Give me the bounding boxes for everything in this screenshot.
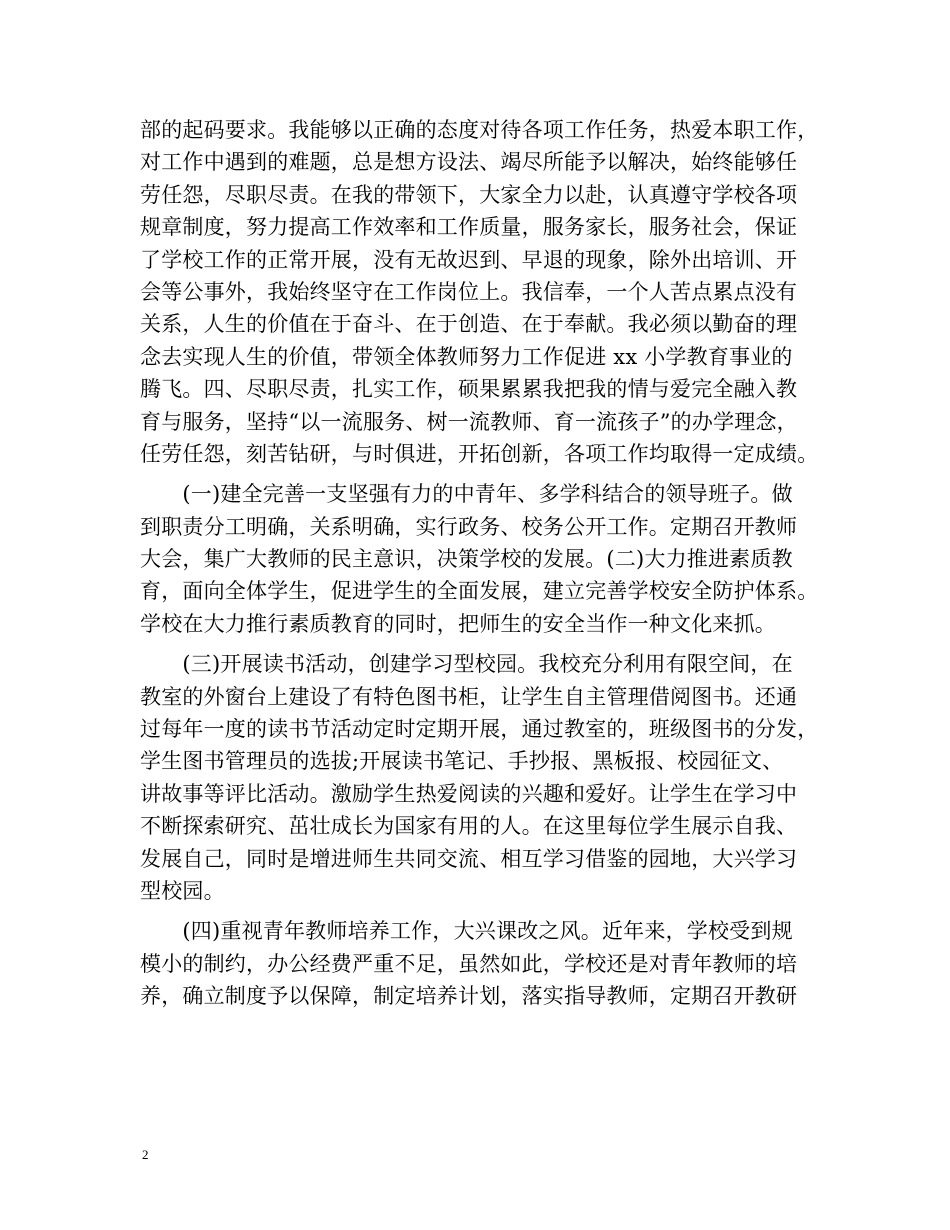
text-line: 发展自己，同时是增进师生共同交流、相互学习借鉴的园地，大兴学习 [140, 846, 798, 871]
paragraph-spacing [140, 640, 840, 648]
text-line: (一)建全完善一支坚强有力的中青年、多学科结合的领导班子。做 [140, 482, 793, 507]
paragraph-spacing [140, 470, 840, 478]
text-line: 过每年一度的读书节活动定时定期开展，通过教室的，班级图书的分发， [140, 717, 819, 742]
text-line: 腾飞。四、尽职尽责，扎实工作，硕果累累我把我的情与爱完全融入教 [140, 377, 798, 402]
text-line: 育，面向全体学生，促进学生的全面发展，建立完善学校安全防护体系。 [140, 579, 819, 604]
text-line: 规章制度，努力提高工作效率和工作质量，服务家长，服务社会，保证 [140, 215, 798, 240]
text-line: 关系，人生的价值在于奋斗、在于创造、在于奉献。我必须以勤奋的理 [140, 312, 798, 337]
text-line: 部的起码要求。我能够以正确的态度对待各项工作任务，热爱本职工作， [140, 118, 819, 142]
text-line: 了学校工作的正常开展，没有无故迟到、早退的现象，除外出培训、开 [140, 247, 798, 272]
paragraph-spacing [140, 907, 840, 915]
text-line: 学校在大力推行素质教育的同时，把师生的安全当作一种文化来抓。 [140, 611, 776, 636]
page-number: 2 [142, 1147, 149, 1162]
text-line: 任劳任怨，刻苦钻研，与时俱进，开拓创新，各项工作均取得一定成绩。 [140, 441, 819, 466]
text-line: 模小的制约，办公经费严重不足，虽然如此，学校还是对青年教师的培 [140, 951, 798, 976]
text-line: (三)开展读书活动，创建学习型校园。我校充分利用有限空间，在 [140, 652, 793, 677]
text-line: 育与服务，坚持“以一流服务、树一流教师、育一流孩子”的办学理念， [140, 409, 798, 434]
text-line: (四)重视青年教师培养工作，大兴课改之风。近年来，学校受到规 [140, 919, 793, 944]
text-line: 到职责分工明确，关系明确，实行政务、校务公开工作。定期召开教师 [140, 514, 798, 539]
text-line: 念去实现人生的价值，带领全体教师努力工作促进 xx 小学教育事业的 [140, 344, 793, 369]
text-line: 讲故事等评比活动。激励学生热爱阅读的兴趣和爱好。让学生在学习中 [140, 781, 798, 806]
text-line: 会等公事外，我始终坚守在工作岗位上。我信奉，一个人苦点累点没有 [140, 279, 798, 304]
text-line: 型校园。 [140, 878, 225, 903]
document-body [140, 114, 840, 1013]
text-line: 对工作中遇到的难题，总是想方设法、竭尽所能予以解决，始终能够任 [140, 150, 798, 175]
text-line: 教室的外窗台上建设了有特色图书柜，让学生自主管理借阅图书。还通 [140, 684, 798, 709]
text-line: 劳任怨，尽职尽责。在我的带领下，大家全力以赴，认真遵守学校各项 [140, 182, 798, 207]
text-line: 学生图书管理员的选拔;开展读书笔记、手抄报、黑板报、校园征文、 [140, 749, 784, 774]
text-line: 大会，集广大教师的民主意识，决策学校的发展。(二)大力推进素质教 [140, 547, 793, 572]
text-line: 不断探索研究、茁壮成长为国家有用的人。在这里每位学生展示自我、 [140, 814, 798, 839]
text-line: 养，确立制度予以保障，制定培养计划，落实指导教师，定期召开教研 [140, 984, 798, 1009]
